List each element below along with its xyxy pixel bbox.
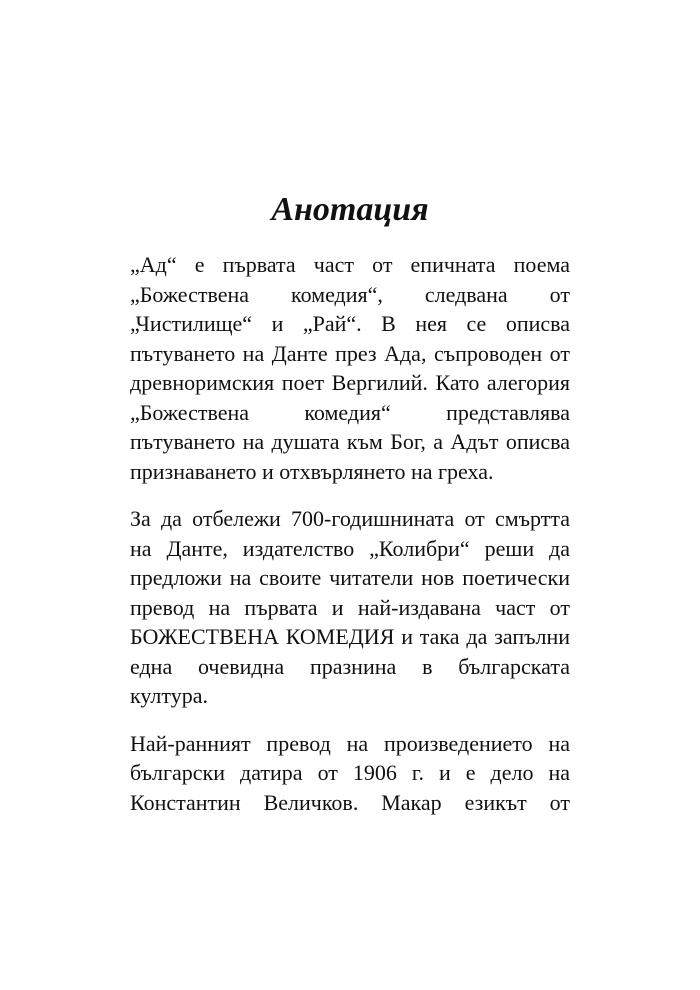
- annotation-body: [130, 250, 570, 835]
- page-title: Анотация: [271, 191, 429, 228]
- paragraph-intro: „Ад“ е първата част от епичната поема „Божествена комедия“, следвана от „Чистилище“ и „Рай“. В нея се описва пътуването на Данте през Ада, съпроводен от древноримския поет Вергилий. Като алегория „Божествена комедия“ представлява пътуването на душата към Бог, а Адът описва признаването и отхвърлянето на греха.: [130, 252, 570, 484]
- paragraph-anniversary: За да отбележи 700-годишнината от смъртта на Данте, издателство „Колибри“ реши да предложи на своите читатели нов поетически превод на първата и най-издавана част от БОЖЕСТВЕНА КОМЕДИЯ и така да запълни една очевидна празнина в българската култура.: [130, 506, 570, 708]
- paragraph-first-translation: Най-ранният превод на произведението на български датира от 1906 г. и е дело на Константин Величков. Макар езикът от: [130, 730, 570, 815]
